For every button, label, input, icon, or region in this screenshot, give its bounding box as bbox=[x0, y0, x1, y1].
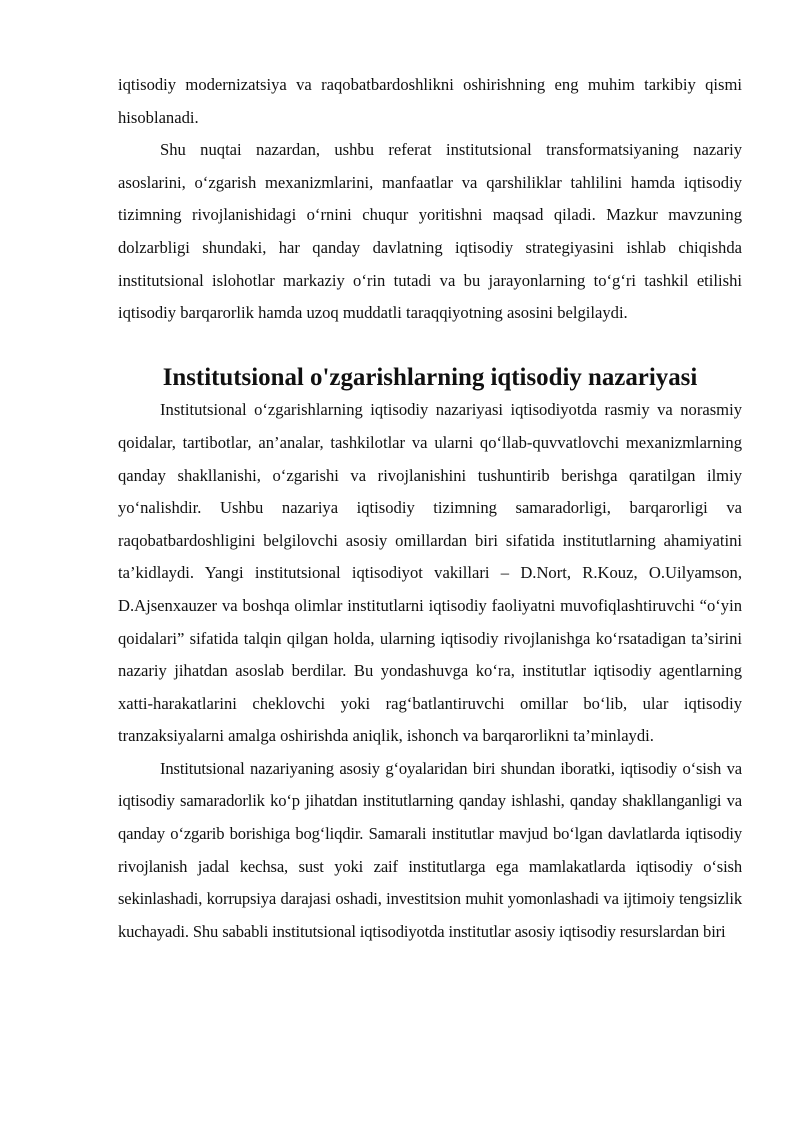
paragraph-theory-main-idea: Institutsional nazariyaning asosiy g‘oyalaridan biri shundan iboratki, iqtisodiy o‘sish va iqtisodiy samaradorlik ko‘p jihatdan institutlarning qanday ishlashi, qanday shakllanganligi va qanday o‘zgarib borishiga bog‘liqdir. Samarali institutlar mavjud bo‘lgan davlatlarda iqtisodiy rivojlanish jadal kechsa, sust yoki zaif institutlarga ega mamlakatlarda iqtisodiy o‘sish sekinlashadi, korrupsiya darajasi oshadi, investitsion muhit yomonlashadi va ijtimoiy tengsizlik kuchayadi. Shu sababli institutsional iqtisodiyotda institutlar asosiy iqtisodiy resurslardan biri bbox=[118, 758, 742, 941]
paragraph-purpose: Shu nuqtai nazardan, ushbu referat institutsional transformatsiyaning nazariy asoslarini, o‘zgarish mexanizmlarini, manfaatlar va qarshiliklar tahlilini hamda iqtisodiy tizimning rivojlanishidagi o‘rnini chuqur yoritishni maqsad qiladi. Mazkur mavzuning dolzarbligi shundaki, har qanday davlatning iqtisodiy strategiyasini ishlab chiqishda institutsional islohotlar markaziy o‘rin tutadi va bu jarayonlarning to‘g‘ri tashkil etilishi iqtisodiy barqarorlik hamda uzoq muddatli taraqqiyotning asosini belgilaydi. bbox=[118, 140, 742, 323]
section-heading: Institutsional o'zgarishlarning iqtisodiy nazariyasi bbox=[162, 363, 698, 391]
section-spacer bbox=[118, 330, 742, 362]
document-page bbox=[118, 69, 742, 948]
paragraph-continuation: iqtisodiy modernizatsiya va raqobatbardoshlikni oshirishning eng muhim tarkibiy qismi hisoblanadi. bbox=[118, 75, 742, 127]
paragraph-theory-definition: Institutsional o‘zgarishlarning iqtisodiy nazariyasi iqtisodiyotda rasmiy va norasmiy qoidalar, tartibotlar, an’analar, tashkilotlar va ularni qo‘llab-quvvatlovchi mexanizmlarning qanday shakllanishi, o‘zgarishi va rivojlanishini tushuntirib berishga qaratilgan ilmiy yo‘nalishdir. Ushbu nazariya iqtisodiy tizimning samaradorligi, barqarorligi va raqobatbardoshligini belgilovchi asosiy omillardan biri sifatida institutlarning ahamiyatini ta’kidlaydi. Yangi institutsional iqtisodiyot vakillari – D.Nort, R.Kouz, O.Uilyamson, D.Ajsenxauzer va boshqa olimlar institutlarni iqtisodiy faoliyatni muvofiqlashtiruvchi “o‘yin qoidalari” sifatida talqin qilgan holda, ularning iqtisodiy rivojlanishga ko‘rsatadigan ta’sirini nazariy jihatdan asoslab berdilar. Bu yondashuvga ko‘ra, institutlar iqtisodiy agentlarning xatti-harakatlarini cheklovchi yoki rag‘batlantiruvchi omillar bo‘lib, ular iqtisodiy tranzaksiyalarni amalga oshirishda aniqlik, ishonch va barqarorlikni ta’minlaydi. bbox=[118, 400, 742, 746]
